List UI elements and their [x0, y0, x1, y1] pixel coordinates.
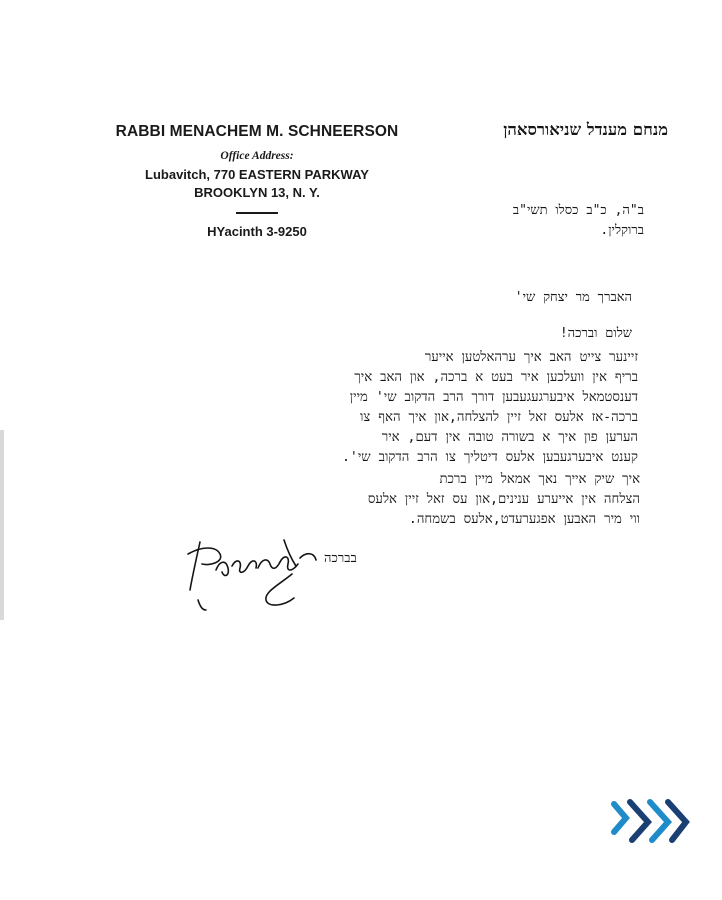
body-line: קענט איבערגעבען אלעס דיטליך צו הרב הדקוב שי'.	[341, 450, 638, 465]
date-text: ב"ה, כ"ב כסלו תשי"ב	[512, 203, 644, 218]
body-line: בריף אין וועלכען איר בעט א ברכה, און האב איך	[354, 370, 638, 385]
address-line-1: Lubavitch, 770 EASTERN PARKWAY	[145, 167, 369, 182]
letterhead-english	[104, 123, 410, 239]
body-line: דענסטמאל איבערגעגעבען דורך הרב הדקוב שי' מיין	[349, 390, 638, 405]
address-line-2: BROOKLYN 13, N. Y.	[194, 185, 320, 200]
closing-paragraph	[368, 470, 640, 530]
closing-line: איך שיק אייך נאך אמאל מיין ברכת	[439, 472, 640, 487]
body-line: זיינער צייט האב איך ערהאלטען אייער	[424, 350, 638, 365]
handwritten-signature	[180, 530, 330, 620]
closing-line: ווי מיר האבען אפגערעדט,אלעס בשמחה.	[408, 512, 640, 527]
publisher-logo-icon	[608, 796, 692, 846]
body-line: ברכה-אז אלעס זאל זיין להצלחה,און איך האף צו	[359, 410, 638, 425]
recipient: האברך מר יצחק שי'	[514, 290, 632, 305]
body-paragraph	[342, 348, 638, 468]
phone-number: HYacinth 3-9250	[207, 223, 307, 239]
greeting: שלום וברכה!	[559, 326, 632, 341]
dateline	[513, 202, 644, 242]
place-text: ברוקלין.	[600, 223, 644, 238]
letterhead-name: RABBI MENACHEM M. SCHNEERSON	[115, 123, 399, 140]
letterhead-divider	[236, 212, 278, 214]
scan-edge	[0, 430, 4, 620]
blessing: בברכה	[324, 551, 357, 566]
body-line: הערען פון איך א בשורה טובה אין דעם, איר	[381, 430, 638, 445]
office-label: Office Address:	[220, 150, 294, 162]
letterhead-hebrew-name: מנחם מענדל שניאורסאהן	[503, 120, 668, 139]
closing-line: הצלחה אין אייערע ענינים,און עס זאל זיין אלעס	[367, 492, 640, 507]
